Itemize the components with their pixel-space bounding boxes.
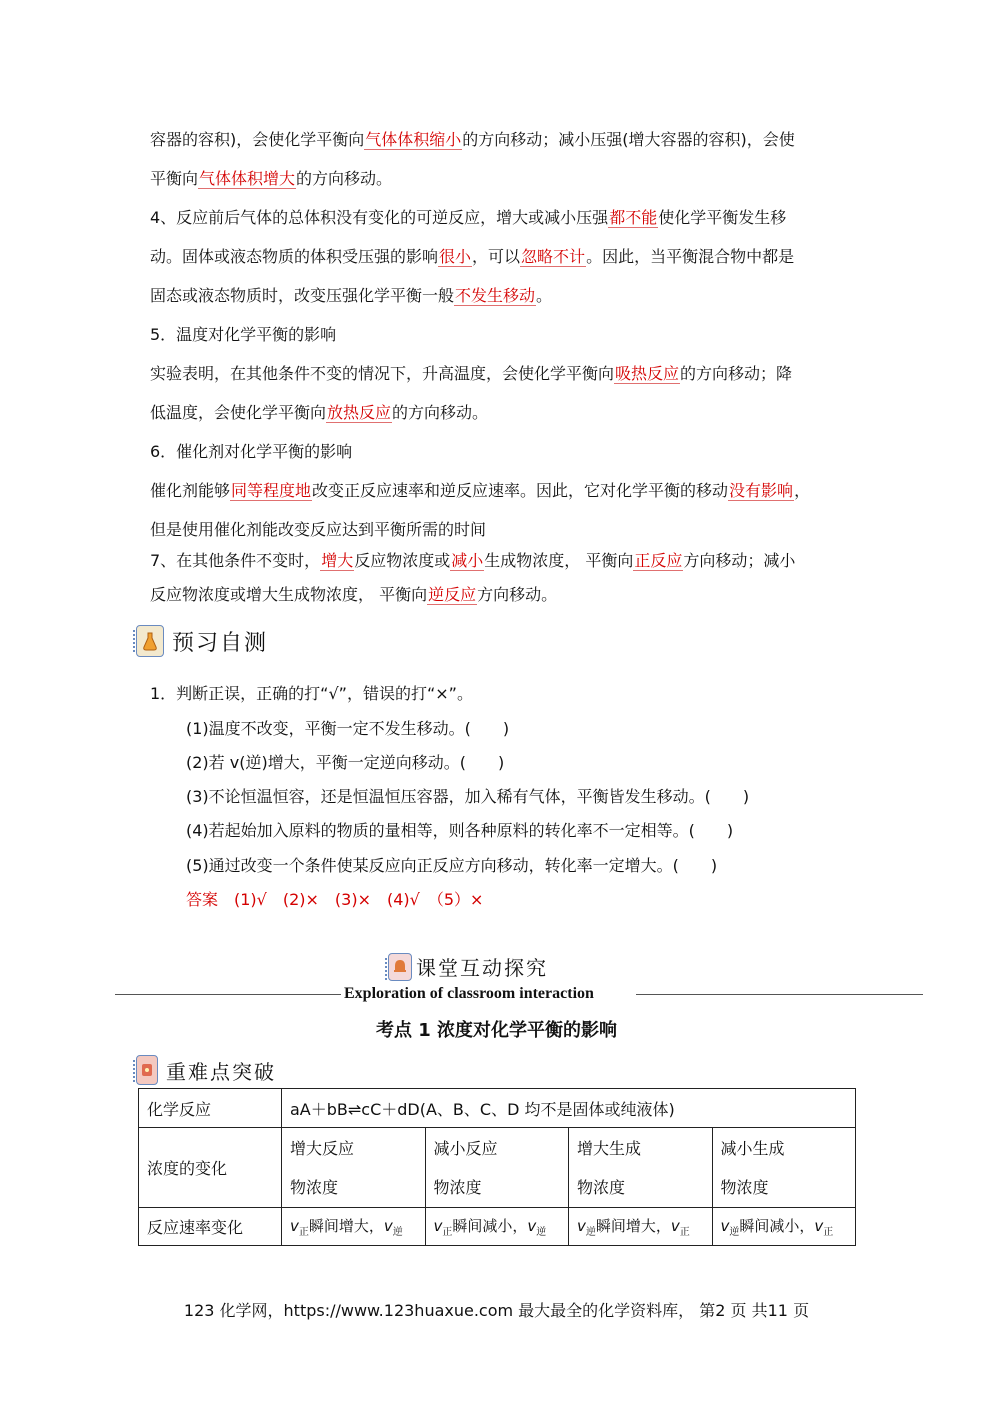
paragraph-line: 反应物浓度或增大生成物浓度， 平衡向逆反应方向移动。 (150, 585, 558, 604)
table-cell: 减小反应 物浓度 (425, 1128, 569, 1208)
bell-icon (388, 953, 412, 981)
section-header-classroom (388, 952, 548, 981)
table-row (139, 1128, 856, 1208)
section-subtitle: Exploration of classroom interaction (344, 985, 594, 1002)
table-cell-label: 反应速率变化 (139, 1208, 282, 1246)
quiz-item: (2)若 v(逆)增大，平衡一定逆向移动。( ) (186, 753, 505, 772)
section-heading: 6．催化剂对化学平衡的影响 (150, 442, 353, 461)
paragraph-line: 容器的容积)，会使化学平衡向气体体积缩小的方向移动；减小压强(增大容器的容积)，会使 (150, 130, 795, 149)
paragraph-line: 动。固体或液态物质的体积受压强的影响很小，可以忽略不计。因此，当平衡混合物中都是 (150, 247, 795, 266)
table-cell: $v_正$瞬间减小，$v_逆$ (425, 1208, 569, 1246)
paragraph-line: 低温度，会使化学平衡向放热反应的方向移动。 (150, 403, 489, 422)
highlight-answer: 逆反应 (428, 585, 477, 604)
section-heading: 5．温度对化学平衡的影响 (150, 325, 337, 344)
section-header-keypoints (136, 1055, 276, 1085)
paragraph-line: 7、在其他条件不变时，增大反应物浓度或减小生成物浓度， 平衡向正反应方向移动；减小 (150, 551, 796, 570)
table-cell: $v_正$瞬间增大，$v_逆$ (282, 1208, 426, 1246)
paragraph-line: 4、反应前后气体的总体积没有变化的可逆反应，增大或减小压强都不能使化学平衡发生移 (150, 208, 787, 227)
highlight-answer: 忽略不计 (521, 247, 586, 266)
section-title: 课堂互动探究 (416, 956, 548, 980)
flask-icon (136, 625, 164, 657)
section-title: 预习自测 (172, 630, 269, 656)
paragraph-line: 固态或液态物质时，改变压强化学平衡一般不发生移动。 (150, 286, 553, 305)
table-cell: $v_逆$瞬间增大，$v_正$ (569, 1208, 713, 1246)
quiz-intro: 1．判断正误，正确的打“√”，错误的打“×”。 (150, 684, 473, 703)
highlight-answer: 正反应 (634, 551, 683, 570)
highlight-answer: 同等程度地 (231, 481, 312, 500)
page-footer: 123 化学网，https://www.123huaxue.com 最大最全的化学资料库， 第2 页 共11 页 (183, 1301, 810, 1320)
table-cell-label: 浓度的变化 (139, 1128, 282, 1208)
table-cell: 减小生成 物浓度 (712, 1128, 856, 1208)
highlight-answer: 吸热反应 (615, 364, 680, 383)
highlight-answer: 很小 (439, 247, 472, 266)
highlight-answer: 减小 (451, 551, 484, 570)
paragraph-line: 但是使用催化剂能改变反应达到平衡所需的时间 (150, 520, 487, 539)
table-cell-label: 化学反应 (139, 1089, 282, 1128)
quiz-item: (3)不论恒温恒容，还是恒温恒压容器，加入稀有气体，平衡皆发生移动。( ) (186, 787, 750, 806)
table-row (139, 1089, 856, 1128)
highlight-answer: 放热反应 (327, 403, 392, 422)
table-cell: 增大反应 物浓度 (282, 1128, 426, 1208)
divider-line (636, 994, 923, 995)
highlight-answer: 增大 (321, 551, 354, 570)
tablet-icon (136, 1055, 158, 1085)
quiz-item: (1)温度不改变，平衡一定不发生移动。( ) (186, 719, 510, 738)
divider-line (115, 994, 341, 995)
highlight-answer: 都不能 (609, 208, 658, 227)
quiz-item: (5)通过改变一个条件使某反应向正反应方向移动，转化率一定增大。( ) (186, 856, 718, 875)
section-header-preview (136, 625, 268, 657)
paragraph-line: 催化剂能够同等程度地改变正反应速率和逆反应速率。因此，它对化学平衡的移动没有影响， (150, 481, 811, 500)
table-cell: $v_逆$瞬间减小，$v_正$ (712, 1208, 856, 1246)
table-cell: 增大生成 物浓度 (569, 1128, 713, 1208)
highlight-answer: 气体体积增大 (199, 169, 296, 188)
highlight-answer: 没有影响 (729, 481, 794, 500)
quiz-item: (4)若起始加入原料的物质的量相等，则各种原料的转化率不一定相等。( ) (186, 821, 734, 840)
paragraph-line: 平衡向气体体积增大的方向移动。 (150, 169, 393, 188)
topic-title: 考点 1 浓度对化学平衡的影响 (375, 1020, 618, 1041)
section-title: 重难点突破 (166, 1059, 276, 1084)
table-cell-reaction: aA＋bB⇌cC＋dD(A、B、C、D 均不是固体或纯液体) (282, 1089, 856, 1128)
table-row (139, 1208, 856, 1246)
paragraph-line: 实验表明，在其他条件不变的情况下，升高温度，会使化学平衡向吸热反应的方向移动；降 (150, 364, 793, 383)
equilibrium-table (138, 1088, 856, 1246)
quiz-answer: 答案 (1)√ (2)× (3)× (4)√ （5）× (186, 890, 484, 909)
highlight-answer: 不发生移动 (455, 286, 536, 305)
highlight-answer: 气体体积缩小 (365, 130, 462, 149)
